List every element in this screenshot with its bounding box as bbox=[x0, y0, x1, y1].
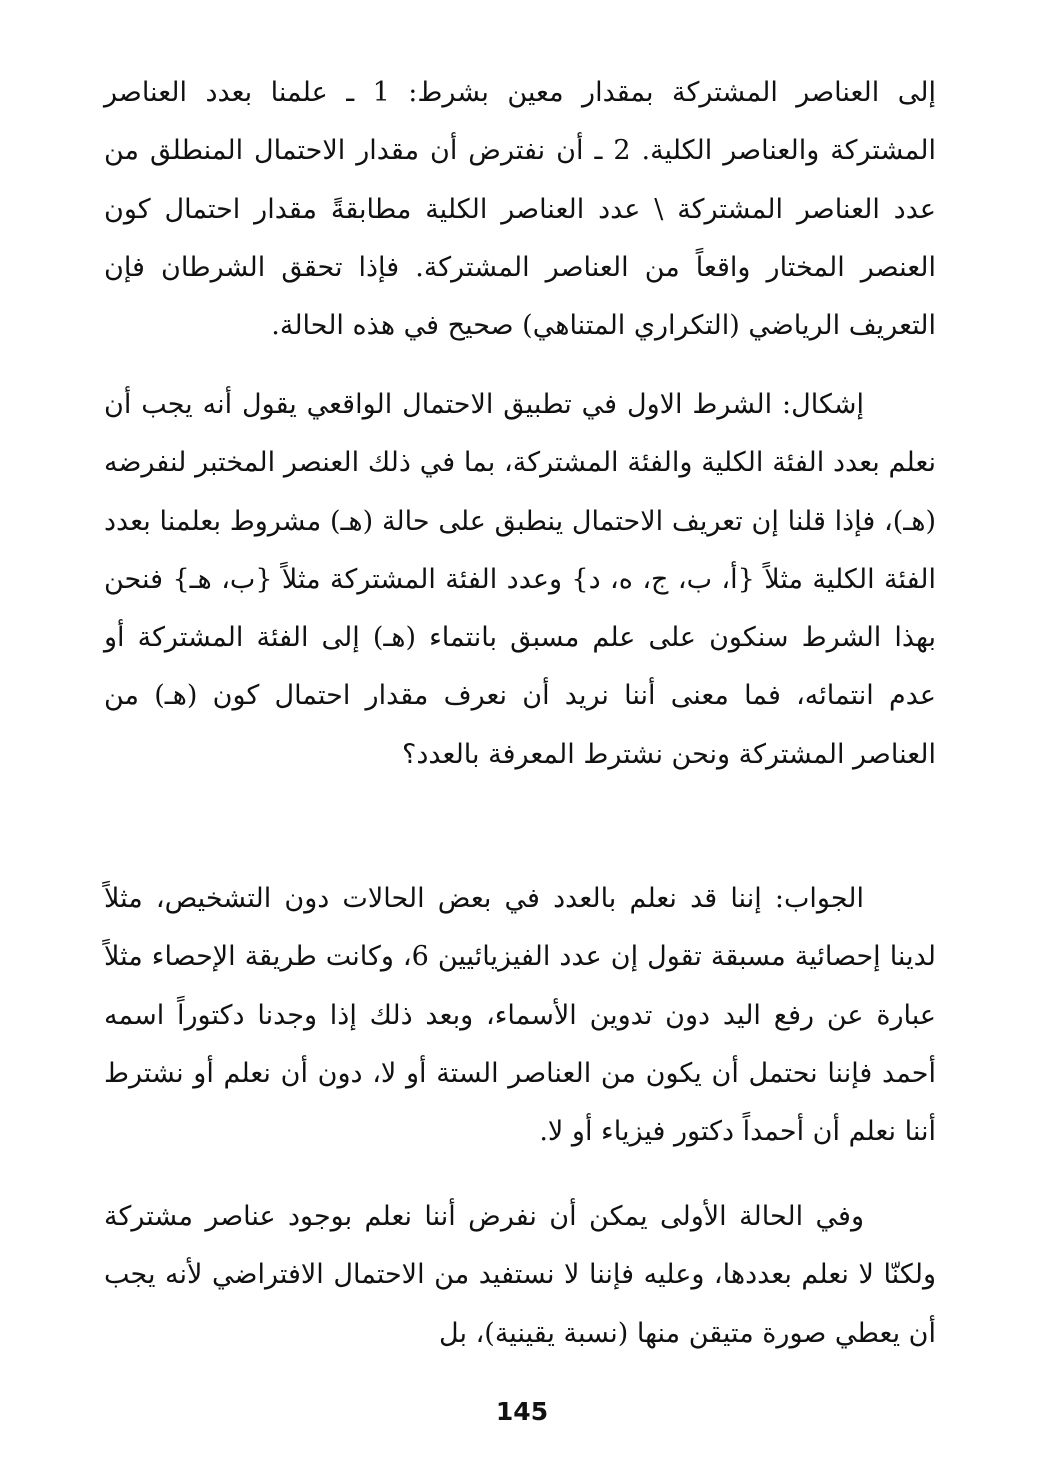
paragraph-objection bbox=[104, 376, 936, 784]
paragraph-text: إشكال: الشرط الاول في تطبيق الاحتمال الواقعي يقول أنه يجب أن نعلم بعدد الفئة الكلية والفئة المشتركة، بما في ذلك العنصر المختبر لنفرضه (هـ)، فإذا قلنا إن تعريف الاحتمال ينطبق على حالة (هـ) مشروط بعلمنا بعدد الفئة الكلية مثلاً {أ، ب، ج، ه، د} وعدد الفئة المشتركة مثلاً {ب، هـ} فنحن بهذا الشرط سنكون على علم مسبق بانتماء (هـ) إلى الفئة المشتركة أو عدم انتمائه، فما معنى أننا نريد أن نعرف مقدار احتمال كون (هـ) من العناصر المشتركة ونحن نشترط المعرفة بالعدد؟ bbox=[104, 389, 936, 770]
paragraph-answer bbox=[104, 870, 936, 1161]
page-number: 145 bbox=[495, 1397, 549, 1426]
paragraph-text: الجواب: إننا قد نعلم بالعدد في بعض الحالات دون التشخيص، مثلاً لدينا إحصائية مسبقة تقول إن عدد الفيزيائيين 6، وكانت طريقة الإحصاء مثلاً عبارة عن رفع اليد دون تدوين الأسماء، وبعد ذلك إذا وجدنا دكتوراً اسمه أحمد فإننا نحتمل أن يكون من العناصر الستة أو لا، دون أن نعلم أو نشترط أننا نعلم أن أحمداً دكتور فيزياء أو لا. bbox=[104, 883, 936, 1148]
paragraph-text: إلى العناصر المشتركة بمقدار معين بشرط: 1 ـ علمنا بعدد العناصر المشتركة والعناصر الكلية. 2 ـ أن نفترض أن مقدار الاحتمال المنطلق من عدد العناصر المشتركة \ عدد العناصر الكلية مطابقةً مقدار احتمال كون العنصر المختار واقعاً من العناصر المشتركة. فإذا تحقق الشرطان فإن التعريف الرياضي (التكراري المتناهي) صحيح في هذه الحالة. bbox=[104, 77, 936, 342]
paragraph-conditions bbox=[104, 64, 936, 355]
paragraph-text: وفي الحالة الأولى يمكن أن نفرض أننا نعلم بوجود عناصر مشتركة ولكنّا لا نعلم بعددها، وعليه فإننا لا نستفيد من الاحتمال الافتراضي لأنه يجب أن يعطي صورة متيقن منها (نسبة يقينية)، بل bbox=[104, 1201, 936, 1349]
paragraph-first-case bbox=[104, 1188, 936, 1363]
